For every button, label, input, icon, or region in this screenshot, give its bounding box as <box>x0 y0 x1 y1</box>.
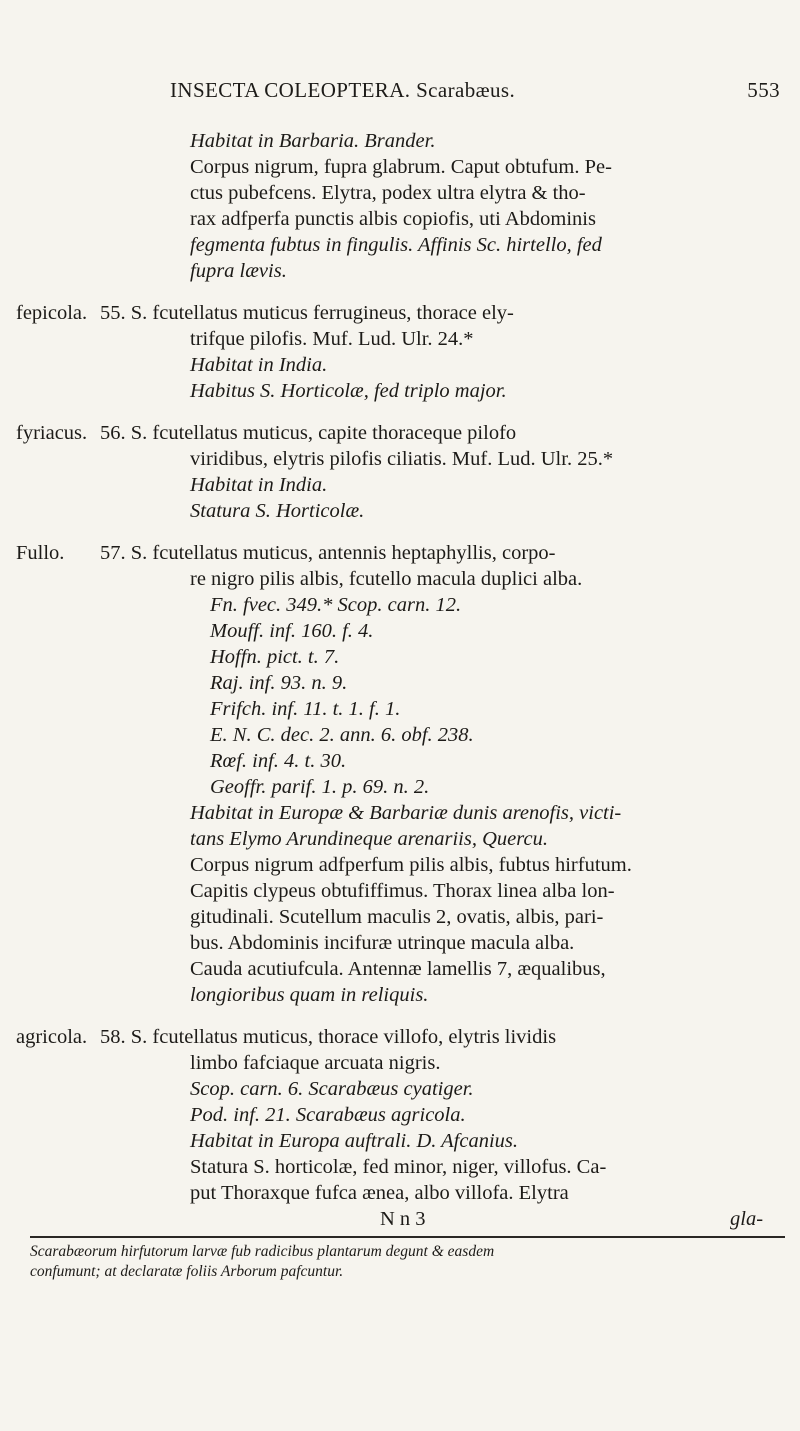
text-line: put Thoraxque fufca ænea, albo villofa. Elytra <box>190 1182 569 1204</box>
text-line: Habitat in India. <box>190 354 328 376</box>
text-line: gitudinali. Scutellum maculis 2, ovatis, albis, pari- <box>190 906 604 928</box>
text-line: Mouff. inf. 160. f. 4. <box>210 620 374 642</box>
text-line: fupra lævis. <box>190 260 287 282</box>
text-line: E. N. C. dec. 2. ann. 6. obf. 238. <box>210 724 474 746</box>
text-line: Pod. inf. 21. Scarabæus agricola. <box>190 1104 466 1126</box>
text-line: Raj. inf. 93. n. 9. <box>210 672 348 694</box>
species-name: agricola. <box>16 1026 88 1048</box>
text-line: limbo fafciaque arcuata nigris. <box>190 1052 441 1074</box>
footnote-rule <box>30 1236 785 1238</box>
text-line: Cauda acutiufcula. Antennæ lamellis 7, æqualibus, <box>190 958 606 980</box>
text-line: viridibus, elytris pilofis ciliatis. Muf. Lud. Ulr. 25.* <box>190 448 614 470</box>
text-line: Corpus nigrum, fupra glabrum. Caput obtufum. Pe- <box>190 156 612 178</box>
text-line: Statura S. Horticolæ. <box>190 500 365 522</box>
text-line: 58. S. fcutellatus muticus, thorace villofo, elytris lividis <box>100 1026 557 1048</box>
text-line: Geoffr. parif. 1. p. 69. n. 2. <box>210 776 430 798</box>
text-line: Habitat in Europa auftrali. D. Afcanius. <box>190 1130 519 1152</box>
text-line: 56. S. fcutellatus muticus, capite thoraceque pilofo <box>100 422 517 444</box>
catchword: gla- <box>730 1208 764 1230</box>
text-line: Rœf. inf. 4. t. 30. <box>210 750 347 772</box>
text-line: Habitat in India. <box>190 474 328 496</box>
text-line: Habitat in Europæ & Barbariæ dunis arenofis, victi- <box>190 802 622 824</box>
text-line: Frifch. inf. 11. t. 1. f. 1. <box>210 698 401 720</box>
text-line: longioribus quam in reliquis. <box>190 984 429 1006</box>
text-line: 55. S. fcutellatus muticus ferrugineus, thorace ely- <box>100 302 514 324</box>
text-line: Capitis clypeus obtufiffimus. Thorax linea alba lon- <box>190 880 615 902</box>
running-title: INSECTA COLEOPTERA. Scarabæus. <box>170 78 516 102</box>
text-line: Scop. carn. 6. Scarabæus cyatiger. <box>190 1078 474 1100</box>
text-line: 57. S. fcutellatus muticus, antennis heptaphyllis, corpo- <box>100 542 556 564</box>
text-line: trifque pilofis. Muf. Lud. Ulr. 24.* <box>190 328 474 350</box>
text-line: tans Elymo Arundineque arenariis, Quercu. <box>190 828 548 850</box>
text-line: ctus pubefcens. Elytra, podex ultra elytra & tho- <box>190 182 586 204</box>
text-line: Fn. fvec. 349.* Scop. carn. 12. <box>210 594 462 616</box>
text-line: Hoffn. pict. t. 7. <box>210 646 340 668</box>
text-line: re nigro pilis albis, fcutello macula duplici alba. <box>190 568 583 590</box>
footnote-line: confumunt; at declaratæ foliis Arborum pafcuntur. <box>30 1263 344 1280</box>
page-number: 553 <box>747 78 780 102</box>
signature-mark: N n 3 <box>380 1208 426 1230</box>
text-line: fegmenta fubtus in fingulis. Affinis Sc. hirtello, fed <box>190 234 602 256</box>
text-line: Habitat in Barbaria. Brander. <box>190 130 436 152</box>
text-line: rax adfperfa punctis albis copiofis, uti Abdominis <box>190 208 596 230</box>
text-line: Corpus nigrum adfperfum pilis albis, fubtus hirfutum. <box>190 854 632 876</box>
text-line: Statura S. horticolæ, fed minor, niger, villofus. Ca- <box>190 1156 607 1178</box>
footnote-line: Scarabæorum hirfutorum larvæ fub radicibus plantarum degunt & easdem <box>30 1243 495 1260</box>
text-line: Habitus S. Horticolæ, fed triplo major. <box>190 380 507 402</box>
species-name: fyriacus. <box>16 422 88 444</box>
species-name: Fullo. <box>16 542 65 564</box>
text-line: bus. Abdominis incifuræ utrinque macula alba. <box>190 932 575 954</box>
species-name: fepicola. <box>16 302 88 324</box>
